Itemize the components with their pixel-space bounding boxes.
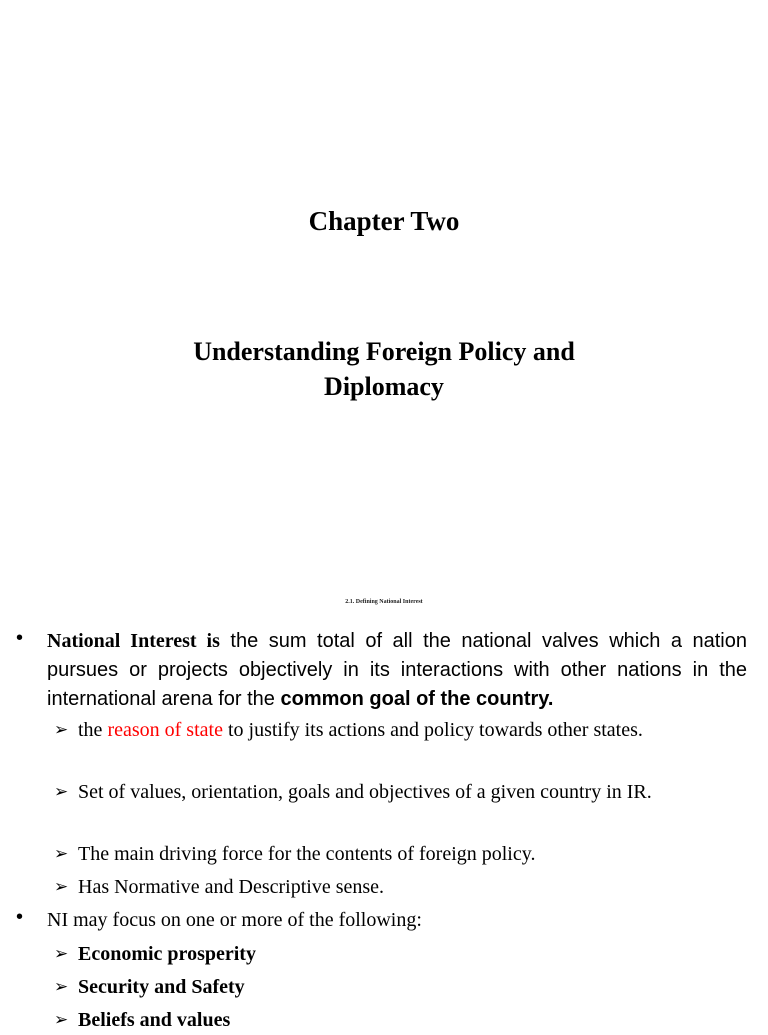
slide-subtitle: Understanding Foreign Policy and Diplomacy <box>193 337 575 401</box>
focus-economic-prosperity: Economic prosperity <box>78 943 256 965</box>
sub-bullet-normative: Has Normative and Descriptive sense. <box>78 876 385 898</box>
sub-bullet-lead: the <box>78 719 108 741</box>
arrow-icon: ➢ <box>54 877 69 897</box>
definition-emphasis: common goal of the country. <box>280 688 554 710</box>
focus-beliefs-values: Beliefs and values <box>78 1009 231 1031</box>
arrow-icon: ➢ <box>54 844 69 864</box>
national-interest-definition <box>47 627 747 714</box>
national-interest-term: National Interest is <box>47 630 220 652</box>
arrow-icon: ➢ <box>54 782 69 802</box>
sub-bullet-reason-of-state <box>78 716 747 745</box>
definition-text: the sum total of all the national valves which a nation pursues or projects objectively in its interactions with other nations in the international arena for the <box>47 630 747 710</box>
arrow-icon: ➢ <box>54 977 69 997</box>
ni-focus-intro: NI may focus on one or more of the following: <box>47 909 422 931</box>
sub-bullet-set-of-values <box>78 778 747 807</box>
section-heading: 2.1. Defining National Interest <box>345 599 423 605</box>
arrow-icon: ➢ <box>54 720 69 740</box>
bullet-marker: • <box>16 906 24 928</box>
arrow-icon: ➢ <box>54 1010 69 1030</box>
chapter-title: Chapter Two <box>308 206 460 236</box>
set-of-values-text: Set of values, orientation, goals and objectives of a given country in IR. <box>78 781 652 803</box>
focus-security-safety: Security and Safety <box>78 976 245 998</box>
sub-bullet-rest: to justify its actions and policy towards other states. <box>222 719 643 741</box>
sub-bullet-driving-force: The main driving force for the contents of foreign policy. <box>78 843 536 865</box>
reason-of-state-highlight: reason of state <box>107 719 223 741</box>
bullet-marker: • <box>16 627 24 649</box>
arrow-icon: ➢ <box>54 944 69 964</box>
